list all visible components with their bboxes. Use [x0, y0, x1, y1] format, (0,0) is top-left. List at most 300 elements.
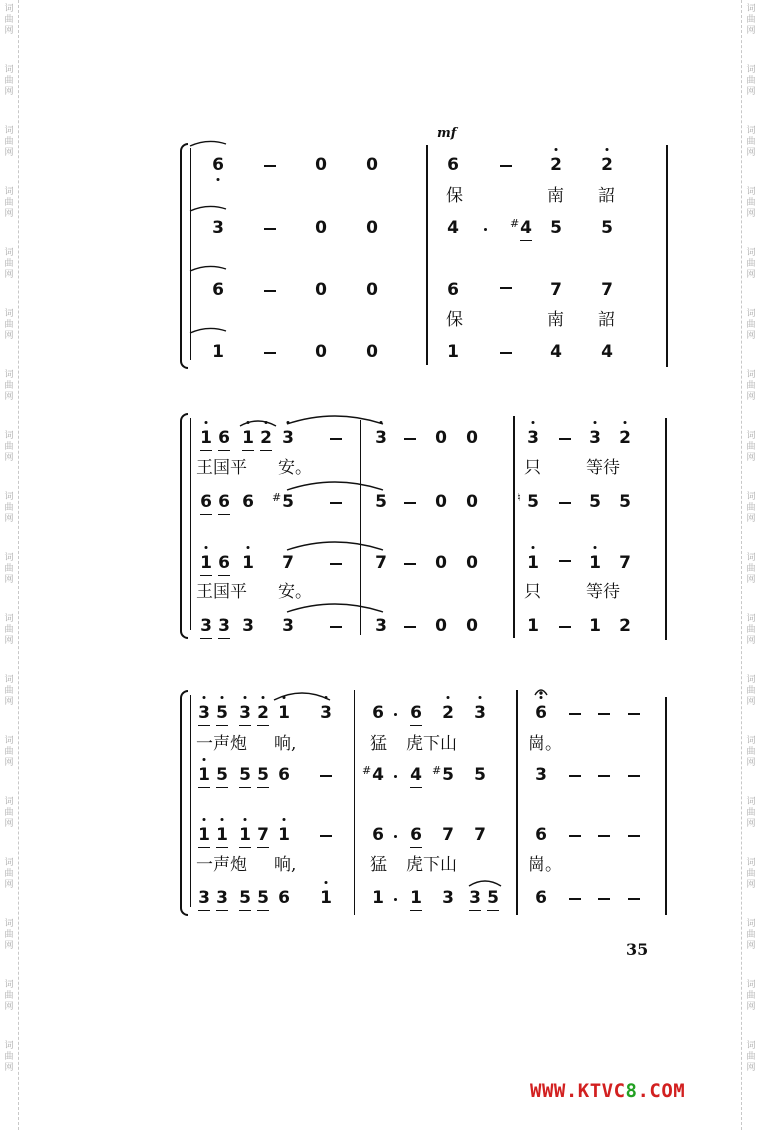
watermark-glyph: 网 [4, 270, 14, 280]
watermark-glyph-group [2, 675, 16, 708]
watermark-glyph: 词 [746, 614, 756, 624]
dash [404, 438, 416, 440]
note: 0 [366, 280, 378, 300]
dash [598, 713, 610, 715]
watermark-glyph: 词 [4, 126, 14, 136]
tie-curve [285, 600, 385, 616]
system-brace [180, 690, 188, 916]
note: 6 [535, 825, 547, 845]
barline [665, 418, 667, 640]
watermark-glyph: 曲 [4, 686, 14, 696]
watermark-glyph: 词 [4, 553, 14, 563]
watermark-glyph: 曲 [746, 564, 756, 574]
watermark-glyph: 网 [746, 331, 756, 341]
note: 3 [282, 616, 294, 636]
watermark-glyph: 曲 [4, 320, 14, 330]
watermark-glyph: 词 [4, 736, 14, 746]
note: 6 [447, 280, 459, 300]
watermark-glyph: 网 [4, 880, 14, 890]
note: # 4 [518, 218, 534, 238]
note: # 5 [272, 491, 294, 512]
note: 2 [255, 703, 271, 723]
note: 7 [442, 825, 454, 845]
note: 1 [212, 342, 224, 362]
barline [665, 697, 667, 915]
watermark-glyph: 词 [746, 126, 756, 136]
note: 3 [472, 703, 488, 723]
note: 0 [315, 218, 327, 238]
note: 1 [276, 825, 292, 845]
watermark-glyph: 曲 [746, 625, 756, 635]
dash [404, 502, 416, 504]
lyric: 王国平 [196, 582, 247, 602]
watermark-glyph: 网 [4, 636, 14, 646]
dash [500, 165, 512, 167]
note: 6 [535, 888, 547, 908]
note: 1 [447, 342, 459, 362]
note: 6 [408, 703, 424, 723]
watermark-glyph: 曲 [4, 869, 14, 879]
note: 3 [216, 616, 232, 636]
watermark-glyph-group [2, 370, 16, 403]
note: 0 [435, 616, 447, 636]
watermark-glyph: 词 [4, 4, 14, 14]
dash [320, 835, 332, 837]
note: 6 [242, 492, 254, 512]
note: 0 [466, 553, 478, 573]
dash [559, 626, 571, 628]
lyric: 保 [446, 186, 463, 206]
watermark-glyph: 词 [746, 980, 756, 990]
watermark-glyph: 网 [746, 270, 756, 280]
lyric: 保 [446, 310, 463, 330]
watermark-glyph: 词 [4, 248, 14, 258]
note: 4 [447, 218, 459, 238]
watermark-glyph: 词 [4, 309, 14, 319]
note: 0 [315, 342, 327, 362]
watermark-glyph: 曲 [4, 1052, 14, 1062]
lyric: 猛 [370, 855, 387, 875]
watermark-glyph: 词 [746, 553, 756, 563]
watermark-glyph: 曲 [4, 15, 14, 25]
watermark-glyph-group [2, 1041, 16, 1074]
watermark-glyph-group [2, 248, 16, 281]
watermark-glyph: 网 [4, 697, 14, 707]
dash [264, 228, 276, 230]
note: 5 [214, 765, 230, 785]
watermark-glyph: 网 [4, 1063, 14, 1073]
note: 0 [466, 616, 478, 636]
site-url-accent: 8 [625, 1080, 638, 1102]
watermark-glyph: 词 [4, 431, 14, 441]
fermata [534, 686, 548, 696]
dash [569, 898, 581, 900]
dash [628, 713, 640, 715]
watermark-glyph: 网 [4, 941, 14, 951]
note: 0 [466, 428, 478, 448]
note: 1 [318, 888, 334, 908]
dash [264, 290, 276, 292]
note: # 4 [362, 764, 384, 785]
note: 1 [214, 825, 230, 845]
barline [426, 145, 428, 365]
watermark-glyph: 曲 [746, 137, 756, 147]
note: 0 [366, 218, 378, 238]
watermark-glyph: 词 [746, 1041, 756, 1051]
dash [500, 352, 512, 354]
watermark-glyph: 曲 [4, 76, 14, 86]
watermark-glyph: 曲 [746, 503, 756, 513]
dash [330, 438, 342, 440]
note: 0 [435, 492, 447, 512]
note: 1 [527, 616, 539, 636]
dash [628, 898, 640, 900]
lyric: 只 [524, 458, 541, 478]
note: 7 [550, 280, 562, 300]
note: 5 [214, 703, 230, 723]
watermark-glyph-group [2, 553, 16, 586]
note: 3 [442, 888, 454, 908]
watermark-glyph: 曲 [746, 259, 756, 269]
note: 0 [315, 280, 327, 300]
watermark-glyph: 曲 [746, 442, 756, 452]
lyric: 安。 [278, 582, 312, 602]
watermark-glyph: 曲 [4, 808, 14, 818]
watermark-glyph: 曲 [4, 625, 14, 635]
watermark-glyph: 网 [746, 26, 756, 36]
note: # 5 [432, 764, 454, 785]
note: 0 [366, 155, 378, 175]
watermark-glyph: 曲 [746, 320, 756, 330]
note: 1 [587, 553, 603, 573]
watermark-glyph: 曲 [746, 76, 756, 86]
dash [330, 502, 342, 504]
note: 5 [485, 888, 501, 908]
note: 3 [318, 703, 334, 723]
dash [330, 626, 342, 628]
note: 6 [408, 825, 424, 845]
note: 3 [214, 888, 230, 908]
lyric: 南 [547, 310, 564, 330]
watermark-glyph: 曲 [746, 747, 756, 757]
note: 6 [533, 703, 549, 723]
dash [404, 626, 416, 628]
lyric: 响, [274, 734, 297, 754]
watermark-glyph-group [2, 4, 16, 37]
watermark-glyph-group [744, 492, 758, 525]
tie-curve [238, 416, 278, 428]
note: 0 [466, 492, 478, 512]
watermark-glyph: 曲 [746, 808, 756, 818]
watermark-glyph: 词 [746, 187, 756, 197]
lyric: 南 [547, 186, 564, 206]
lyric: 崗。 [528, 855, 562, 875]
note: 0 [366, 342, 378, 362]
tie-curve [188, 203, 228, 215]
watermark-glyph: 曲 [746, 869, 756, 879]
watermark-glyph: 网 [4, 87, 14, 97]
dash [320, 775, 332, 777]
dash [569, 775, 581, 777]
lyric: 等待 [586, 458, 620, 478]
watermark-glyph: 网 [746, 880, 756, 890]
note: 1 [589, 616, 601, 636]
watermark-glyph: 词 [746, 675, 756, 685]
augmentation-dot [394, 775, 397, 778]
watermark-glyph: 网 [746, 514, 756, 524]
note: 4 [601, 342, 613, 362]
note: 0 [435, 553, 447, 573]
watermark-glyph: 词 [746, 492, 756, 502]
note: 2 [548, 155, 564, 175]
dash [559, 502, 571, 504]
watermark-glyph: 曲 [4, 991, 14, 1001]
system-brace [180, 413, 188, 639]
watermark-glyph: 网 [746, 941, 756, 951]
watermark-glyph: 网 [746, 392, 756, 402]
watermark-glyph: 网 [746, 453, 756, 463]
lyric: 王国平 [196, 458, 247, 478]
watermark-glyph-group [744, 370, 758, 403]
barline [516, 690, 518, 915]
note: 3 [280, 428, 296, 448]
watermark-glyph: 曲 [4, 564, 14, 574]
note: 3 [373, 428, 389, 448]
tie-curve [467, 876, 503, 888]
note: 3 [212, 218, 224, 238]
note: 3 [525, 428, 541, 448]
augmentation-dot [394, 898, 397, 901]
note: 6 [372, 703, 384, 723]
watermark-glyph: 曲 [746, 198, 756, 208]
dash [330, 563, 342, 565]
watermark-glyph: 网 [746, 758, 756, 768]
tie-curve [188, 138, 228, 150]
lyric: 只 [524, 582, 541, 602]
watermark-glyph: 曲 [746, 686, 756, 696]
watermark-glyph-group [2, 492, 16, 525]
watermark-glyph-group [744, 675, 758, 708]
watermark-glyph: 网 [746, 1063, 756, 1073]
note: 5 [237, 888, 253, 908]
watermark-glyph-group [2, 919, 16, 952]
watermark-glyph: 网 [746, 87, 756, 97]
watermark-glyph-group [2, 187, 16, 220]
note: 5 [589, 492, 601, 512]
watermark-glyph-group [744, 65, 758, 98]
watermark-glyph: 曲 [4, 442, 14, 452]
watermark-glyph: 词 [4, 370, 14, 380]
dash [500, 287, 512, 289]
watermark-glyph: 曲 [4, 259, 14, 269]
note: 2 [440, 703, 456, 723]
tie-curve [285, 478, 385, 494]
lyric: 响, [274, 855, 297, 875]
watermark-glyph: 词 [4, 187, 14, 197]
watermark-glyph: 词 [4, 614, 14, 624]
note: 7 [474, 825, 486, 845]
note: 3 [196, 703, 212, 723]
note: 6 [212, 280, 224, 300]
site-url[interactable] [530, 1080, 685, 1102]
note: 7 [601, 280, 613, 300]
watermark-glyph-group [2, 431, 16, 464]
note: 1 [372, 888, 384, 908]
note: 6 [210, 155, 226, 175]
watermark-glyph: 曲 [746, 381, 756, 391]
lyric: 虎下山 [406, 855, 457, 875]
note: 5 [550, 218, 562, 238]
note: 5 [237, 765, 253, 785]
lyric: 詔 [598, 186, 615, 206]
watermark-glyph: 网 [746, 819, 756, 829]
dash [598, 898, 610, 900]
watermark-glyph: 曲 [4, 930, 14, 940]
watermark-glyph-group [744, 614, 758, 647]
note: 2 [619, 616, 631, 636]
lyric: 一声炮 [196, 855, 247, 875]
site-url-part: .COM [637, 1080, 686, 1102]
watermark-glyph: 网 [4, 26, 14, 36]
tie-curve [272, 688, 332, 702]
watermark-glyph: 词 [746, 797, 756, 807]
lyric: 等待 [586, 582, 620, 602]
note: 1 [198, 428, 214, 448]
watermark-glyph-group [744, 1041, 758, 1074]
watermark-glyph-group [2, 797, 16, 830]
note: 3 [587, 428, 603, 448]
watermark-glyph: 网 [4, 1002, 14, 1012]
watermark-glyph: 词 [746, 248, 756, 258]
note: 6 [216, 428, 232, 448]
watermark-glyph: 网 [4, 392, 14, 402]
watermark-glyph: 词 [746, 431, 756, 441]
watermark-glyph-group [744, 248, 758, 281]
note: 1 [276, 703, 292, 723]
tie-curve [285, 538, 385, 554]
watermark-glyph-group [744, 553, 758, 586]
watermark-glyph: 曲 [746, 1052, 756, 1062]
watermark-glyph: 曲 [746, 991, 756, 1001]
watermark-glyph: 词 [746, 309, 756, 319]
watermark-glyph: 曲 [4, 198, 14, 208]
barline [354, 690, 355, 915]
augmentation-dot [394, 713, 397, 716]
note: 1 [525, 553, 541, 573]
note: 1 [408, 888, 424, 908]
watermark-glyph-group [744, 309, 758, 342]
note: 3 [237, 703, 253, 723]
note: 2 [258, 428, 274, 448]
watermark-glyph: 词 [4, 797, 14, 807]
watermark-glyph-group [744, 4, 758, 37]
watermark-glyph: 网 [4, 453, 14, 463]
page-number: 35 [626, 940, 649, 959]
watermark-glyph: 网 [746, 209, 756, 219]
watermark-glyph: 词 [4, 492, 14, 502]
note: 4 [550, 342, 562, 362]
watermark-glyph-group [2, 65, 16, 98]
note: 6 [216, 553, 232, 573]
watermark-glyph: 曲 [4, 137, 14, 147]
watermark-glyph: 曲 [4, 503, 14, 513]
watermark-glyph: 词 [4, 919, 14, 929]
note: 1 [240, 553, 256, 573]
note: 5 [375, 492, 387, 512]
tie-curve [285, 412, 385, 428]
lyric: 猛 [370, 734, 387, 754]
watermark-glyph-group [2, 858, 16, 891]
tie-curve [188, 263, 228, 275]
dash [598, 775, 610, 777]
brace-inner-line [190, 695, 191, 907]
watermark-glyph: 网 [4, 148, 14, 158]
watermark-glyph-group [744, 736, 758, 769]
system-brace [180, 143, 188, 369]
note: 0 [315, 155, 327, 175]
watermark-glyph: 网 [746, 697, 756, 707]
watermark-glyph-group [744, 187, 758, 220]
dash [559, 438, 571, 440]
watermark-glyph-group [2, 736, 16, 769]
note: 6 [278, 888, 290, 908]
dash [404, 563, 416, 565]
dash [598, 835, 610, 837]
dash [264, 352, 276, 354]
watermark-glyph: 网 [4, 819, 14, 829]
note: 3 [535, 765, 547, 785]
note: 5 [601, 218, 613, 238]
watermark-glyph-group [744, 126, 758, 159]
watermark-glyph: 词 [4, 675, 14, 685]
brace-inner-line [190, 418, 191, 630]
tie-curve [188, 325, 228, 337]
watermark-glyph-group [2, 980, 16, 1013]
watermark-glyph: 网 [4, 209, 14, 219]
barline [513, 416, 515, 638]
watermark-glyph: 词 [4, 980, 14, 990]
watermark-glyph-group [2, 309, 16, 342]
note: 1 [240, 428, 256, 448]
note: 6 [447, 155, 459, 175]
dynamic-marking: mf [437, 126, 457, 141]
note: 7 [619, 553, 631, 573]
lyric: 崗。 [528, 734, 562, 754]
watermark-glyph: 曲 [4, 747, 14, 757]
watermark-glyph: 网 [746, 636, 756, 646]
note: 3 [242, 616, 254, 636]
note: 3 [196, 888, 212, 908]
watermark-glyph: 网 [4, 331, 14, 341]
dash [569, 713, 581, 715]
watermark-glyph: 网 [746, 575, 756, 585]
watermark-glyph-group [2, 126, 16, 159]
note: 7 [282, 553, 294, 573]
augmentation-dot [394, 835, 397, 838]
dash [628, 835, 640, 837]
note: 7 [255, 825, 271, 845]
watermark-glyph: 词 [746, 65, 756, 75]
watermark-glyph: 网 [4, 575, 14, 585]
lyric: 一声炮 [196, 734, 247, 754]
note: 1 [198, 553, 214, 573]
watermark-glyph: 曲 [746, 15, 756, 25]
watermark-glyph-group [744, 797, 758, 830]
watermark-glyph-group [744, 858, 758, 891]
watermark-glyph-group [2, 614, 16, 647]
note: 5 [255, 765, 271, 785]
watermark-glyph-group [744, 431, 758, 464]
